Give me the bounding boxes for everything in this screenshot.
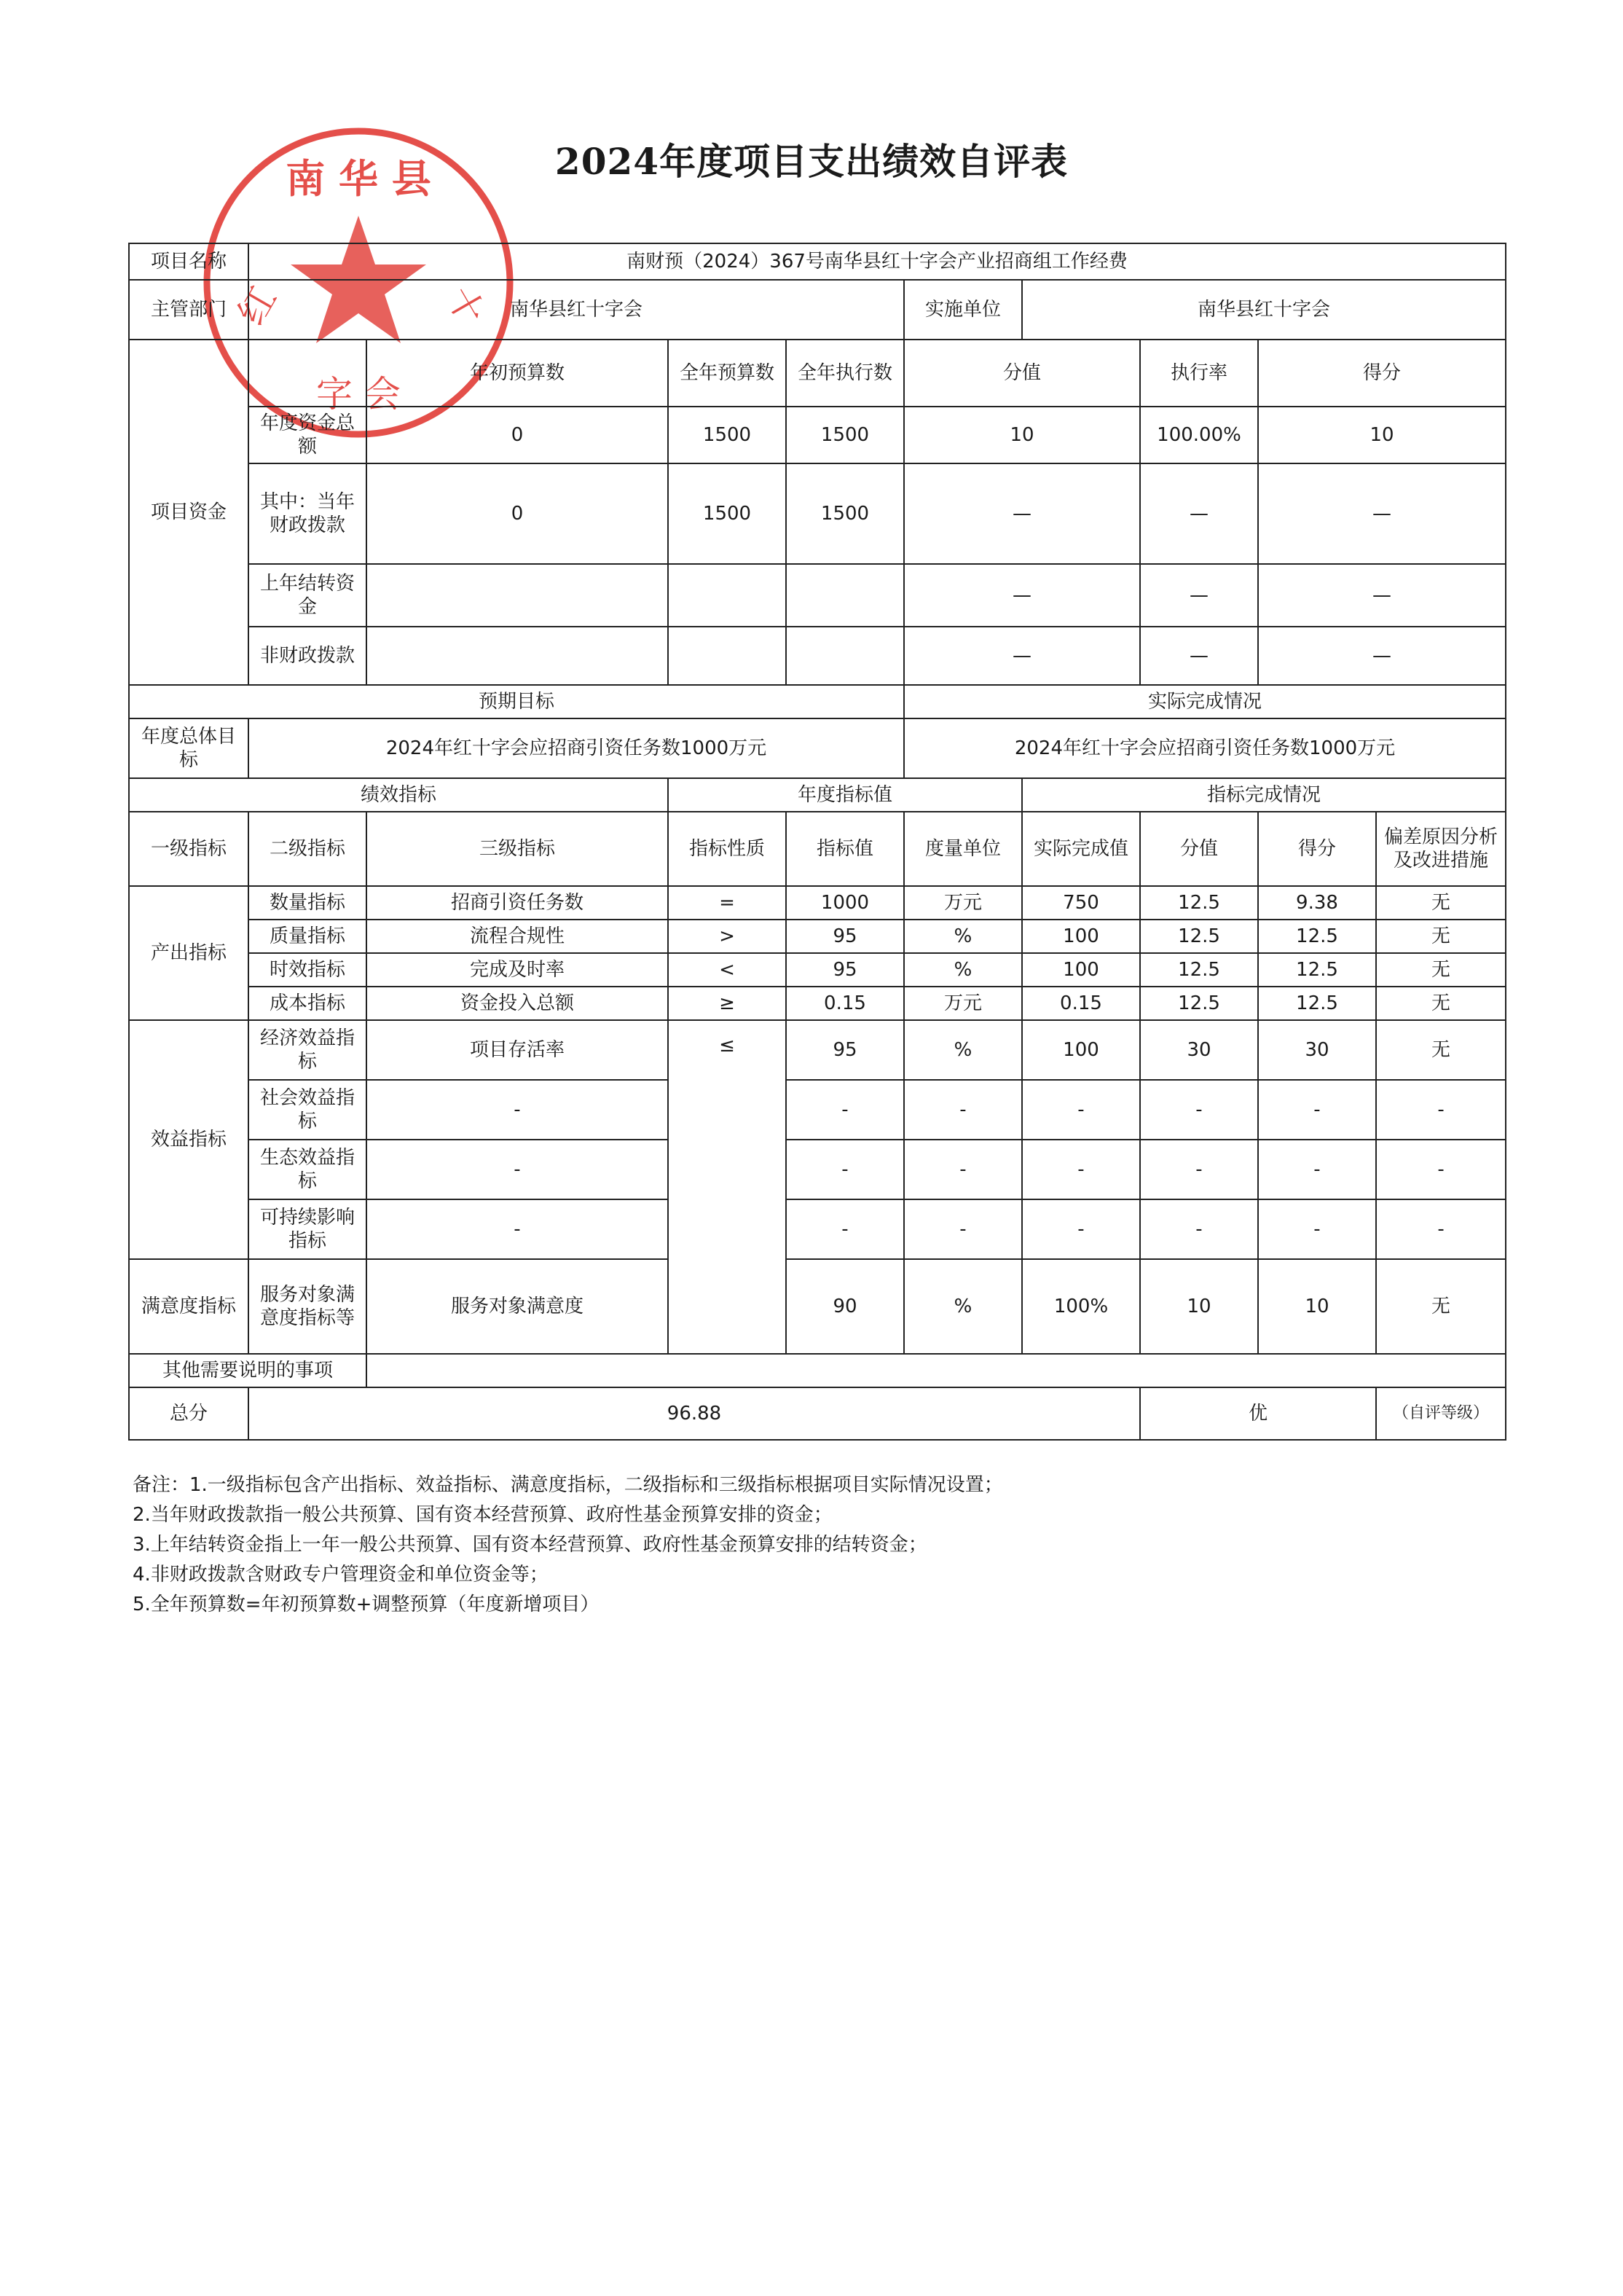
table-row (129, 1140, 1506, 1199)
funds-cell: — (1140, 463, 1258, 564)
funds-cell: — (1140, 627, 1258, 685)
reason-cell: - (1376, 1199, 1506, 1259)
score-cell: - (1140, 1140, 1258, 1199)
funds-header: 全年预算数 (668, 340, 786, 407)
unit-cell: 万元 (904, 987, 1022, 1020)
l3-cell: - (366, 1199, 668, 1259)
funds-cell: 100.00% (1140, 407, 1258, 463)
notes (133, 1470, 1003, 1620)
score-cell: 30 (1140, 1020, 1258, 1080)
funds-cell: 1500 (786, 407, 904, 463)
dept-label: 主管部门 (129, 280, 248, 340)
indicator-header: 分值 (1140, 812, 1258, 886)
actual-cell: - (1022, 1140, 1140, 1199)
funds-row (129, 463, 1506, 564)
l2-cell: 服务对象满意度指标等 (248, 1259, 366, 1354)
reason-cell: 无 (1376, 987, 1506, 1020)
funds-header: 年初预算数 (366, 340, 668, 407)
goals-row (129, 718, 1506, 778)
funds-cell: — (1258, 463, 1506, 564)
unit-cell: % (904, 953, 1022, 987)
expected-goal-value: 2024年红十字会应招商引资任务数1000万元 (248, 718, 904, 778)
l2-cell: 可持续影响指标 (248, 1199, 366, 1259)
nature-cell: < (668, 953, 786, 987)
score-cell: - (1140, 1080, 1258, 1140)
got-cell: 12.5 (1258, 920, 1376, 953)
grade-value: 优 (1140, 1387, 1376, 1440)
satisfaction-indicator-label: 满意度指标 (129, 1259, 248, 1354)
funds-cell: 0 (366, 463, 668, 564)
l3-cell: - (366, 1080, 668, 1140)
funds-header: 得分 (1258, 340, 1506, 407)
funds-row (129, 627, 1506, 685)
actual-cell: 100 (1022, 1020, 1140, 1080)
funds-cell (366, 627, 668, 685)
impl-label: 实施单位 (904, 280, 1022, 340)
unit-cell: % (904, 1020, 1022, 1080)
funds-cell: 1500 (668, 407, 786, 463)
value-cell: - (786, 1199, 904, 1259)
performance-table (128, 243, 1506, 1441)
l2-cell: 经济效益指标 (248, 1020, 366, 1080)
indicator-group-header: 绩效指标 (129, 778, 668, 812)
score-cell: 12.5 (1140, 987, 1258, 1020)
nature-cell: ≥ (668, 987, 786, 1020)
total-label: 总分 (129, 1387, 248, 1440)
l2-cell: 社会效益指标 (248, 1080, 366, 1140)
funds-cell (786, 627, 904, 685)
indicator-header-row (129, 812, 1506, 886)
value-cell: - (786, 1140, 904, 1199)
other-label: 其他需要说明的事项 (129, 1354, 366, 1387)
funds-cell: 0 (366, 407, 668, 463)
note-line: 备注：1.一级指标包含产出指标、效益指标、满意度指标，二级指标和三级指标根据项目实际情况设置； (133, 1474, 1003, 1496)
l2-cell: 成本指标 (248, 987, 366, 1020)
indicator-header: 指标值 (786, 812, 904, 886)
unit-cell: - (904, 1080, 1022, 1140)
funds-row-label: 上年结转资金 (248, 564, 366, 627)
goals-header-row (129, 685, 1506, 718)
funds-section-label: 项目资金 (129, 340, 248, 685)
project-name-value: 南财预（2024）367号南华县红十字会产业招商组工作经费 (248, 243, 1506, 280)
table-row (129, 1020, 1506, 1080)
l2-cell: 数量指标 (248, 886, 366, 920)
unit-cell: 万元 (904, 886, 1022, 920)
actual-cell: 100 (1022, 953, 1140, 987)
note-line: 4.非财政拨款含财政专户管理资金和单位资金等； (133, 1564, 549, 1586)
l2-cell: 生态效益指标 (248, 1140, 366, 1199)
nature-cell: = (668, 886, 786, 920)
got-cell: 30 (1258, 1020, 1376, 1080)
table-row (129, 920, 1506, 953)
got-cell: 10 (1258, 1259, 1376, 1354)
indicator-header: 得分 (1258, 812, 1376, 886)
reason-cell: 无 (1376, 1259, 1506, 1354)
funds-row (129, 407, 1506, 463)
l2-cell: 质量指标 (248, 920, 366, 953)
funds-cell: — (1140, 564, 1258, 627)
grade-note: （自评等级） (1376, 1387, 1506, 1440)
got-cell: 12.5 (1258, 953, 1376, 987)
table-row (129, 886, 1506, 920)
unit-cell: - (904, 1199, 1022, 1259)
actual-cell: 750 (1022, 886, 1140, 920)
svg-text:十: 十 (438, 279, 493, 332)
project-name-row (129, 243, 1506, 280)
funds-row-label: 其中：当年财政拨款 (248, 463, 366, 564)
funds-row-label: 年度资金总额 (248, 407, 366, 463)
table-row (129, 987, 1506, 1020)
table-row (129, 1199, 1506, 1259)
funds-cell: — (904, 627, 1140, 685)
l3-cell: 资金投入总额 (366, 987, 668, 1020)
svg-text:字 会: 字 会 (316, 373, 401, 415)
actual-goal-value: 2024年红十字会应招商引资任务数1000万元 (904, 718, 1506, 778)
reason-cell: 无 (1376, 953, 1506, 987)
actual-cell: 100 (1022, 920, 1140, 953)
impl-value: 南华县红十字会 (1022, 280, 1506, 340)
funds-cell: — (1258, 627, 1506, 685)
score-cell: - (1140, 1199, 1258, 1259)
total-value: 96.88 (248, 1387, 1140, 1440)
value-cell: 95 (786, 1020, 904, 1080)
actual-cell: 0.15 (1022, 987, 1140, 1020)
l3-cell: 服务对象满意度 (366, 1259, 668, 1354)
funds-cell: 10 (1258, 407, 1506, 463)
output-indicator-label: 产出指标 (129, 886, 248, 1020)
indicator-group-header: 指标完成情况 (1022, 778, 1506, 812)
funds-cell: 1500 (786, 463, 904, 564)
value-cell: 90 (786, 1259, 904, 1354)
benefit-indicator-label: 效益指标 (129, 1020, 248, 1259)
funds-cell (668, 627, 786, 685)
indicator-header: 指标性质 (668, 812, 786, 886)
score-cell: 12.5 (1140, 953, 1258, 987)
nature-cell: > (668, 920, 786, 953)
l3-cell: 招商引资任务数 (366, 886, 668, 920)
svg-text:红: 红 (229, 279, 285, 332)
unit-cell: % (904, 920, 1022, 953)
indicator-header: 偏差原因分析及改进措施 (1376, 812, 1506, 886)
actual-cell: 100% (1022, 1259, 1140, 1354)
funds-row-label: 非财政拨款 (248, 627, 366, 685)
value-cell: - (786, 1080, 904, 1140)
l3-cell: 流程合规性 (366, 920, 668, 953)
got-cell: - (1258, 1080, 1376, 1140)
reason-cell: 无 (1376, 886, 1506, 920)
funds-row (129, 564, 1506, 627)
note-line: 2.当年财政拨款指一般公共预算、国有资本经营预算、政府性基金预算安排的资金； (133, 1504, 833, 1526)
indicator-header: 度量单位 (904, 812, 1022, 886)
funds-cell (668, 564, 786, 627)
l3-cell: - (366, 1140, 668, 1199)
reason-cell: - (1376, 1140, 1506, 1199)
value-cell: 95 (786, 953, 904, 987)
dept-row (129, 280, 1506, 340)
indicator-header: 实际完成值 (1022, 812, 1140, 886)
funds-header: 分值 (904, 340, 1140, 407)
unit-cell: - (904, 1140, 1022, 1199)
actual-goal-label: 实际完成情况 (904, 685, 1506, 718)
l3-cell: 项目存活率 (366, 1020, 668, 1080)
indicator-header: 二级指标 (248, 812, 366, 886)
total-row (129, 1387, 1506, 1440)
dept-value: 南华县红十字会 (248, 280, 904, 340)
actual-cell: - (1022, 1080, 1140, 1140)
reason-cell: 无 (1376, 920, 1506, 953)
svg-text:南 华 县: 南 华 县 (286, 155, 431, 202)
funds-header: 全年执行数 (786, 340, 904, 407)
got-cell: 12.5 (1258, 987, 1376, 1020)
actual-cell: - (1022, 1199, 1140, 1259)
reason-cell: 无 (1376, 1020, 1506, 1080)
note-line: 3.上年结转资金指上一年一般公共预算、国有资本经营预算、政府性基金预算安排的结转资金； (133, 1534, 927, 1556)
page-title: 2024年度项目支出绩效自评表 (554, 140, 1069, 183)
score-cell: 12.5 (1140, 886, 1258, 920)
unit-cell: % (904, 1259, 1022, 1354)
indicator-header: 三级指标 (366, 812, 668, 886)
reason-cell: - (1376, 1080, 1506, 1140)
funds-cell: 10 (904, 407, 1140, 463)
project-name-label: 项目名称 (129, 243, 248, 280)
score-cell: 12.5 (1140, 920, 1258, 953)
funds-cell: — (1258, 564, 1506, 627)
funds-cell: — (904, 463, 1140, 564)
value-cell: 95 (786, 920, 904, 953)
l2-cell: 时效指标 (248, 953, 366, 987)
expected-goal-label: 预期目标 (129, 685, 904, 718)
nature-cell: ≤ (668, 1020, 786, 1354)
table-row (129, 953, 1506, 987)
funds-header: 执行率 (1140, 340, 1258, 407)
funds-cell (366, 564, 668, 627)
indicator-group-header: 年度指标值 (668, 778, 1022, 812)
funds-cell: — (904, 564, 1140, 627)
indicator-header: 一级指标 (129, 812, 248, 886)
got-cell: 9.38 (1258, 886, 1376, 920)
other-row (129, 1354, 1506, 1387)
got-cell: - (1258, 1140, 1376, 1199)
value-cell: 0.15 (786, 987, 904, 1020)
value-cell: 1000 (786, 886, 904, 920)
note-line: 5.全年预算数=年初预算数+调整预算（年度新增项目） (133, 1594, 600, 1615)
l3-cell: 完成及时率 (366, 953, 668, 987)
table-row (129, 1259, 1506, 1354)
funds-cell: 1500 (668, 463, 786, 564)
indicator-group-row (129, 778, 1506, 812)
funds-header-row (129, 340, 1506, 407)
table-row (129, 1080, 1506, 1140)
annual-goal-label: 年度总体目标 (129, 718, 248, 778)
funds-cell (786, 564, 904, 627)
got-cell: - (1258, 1199, 1376, 1259)
score-cell: 10 (1140, 1259, 1258, 1354)
